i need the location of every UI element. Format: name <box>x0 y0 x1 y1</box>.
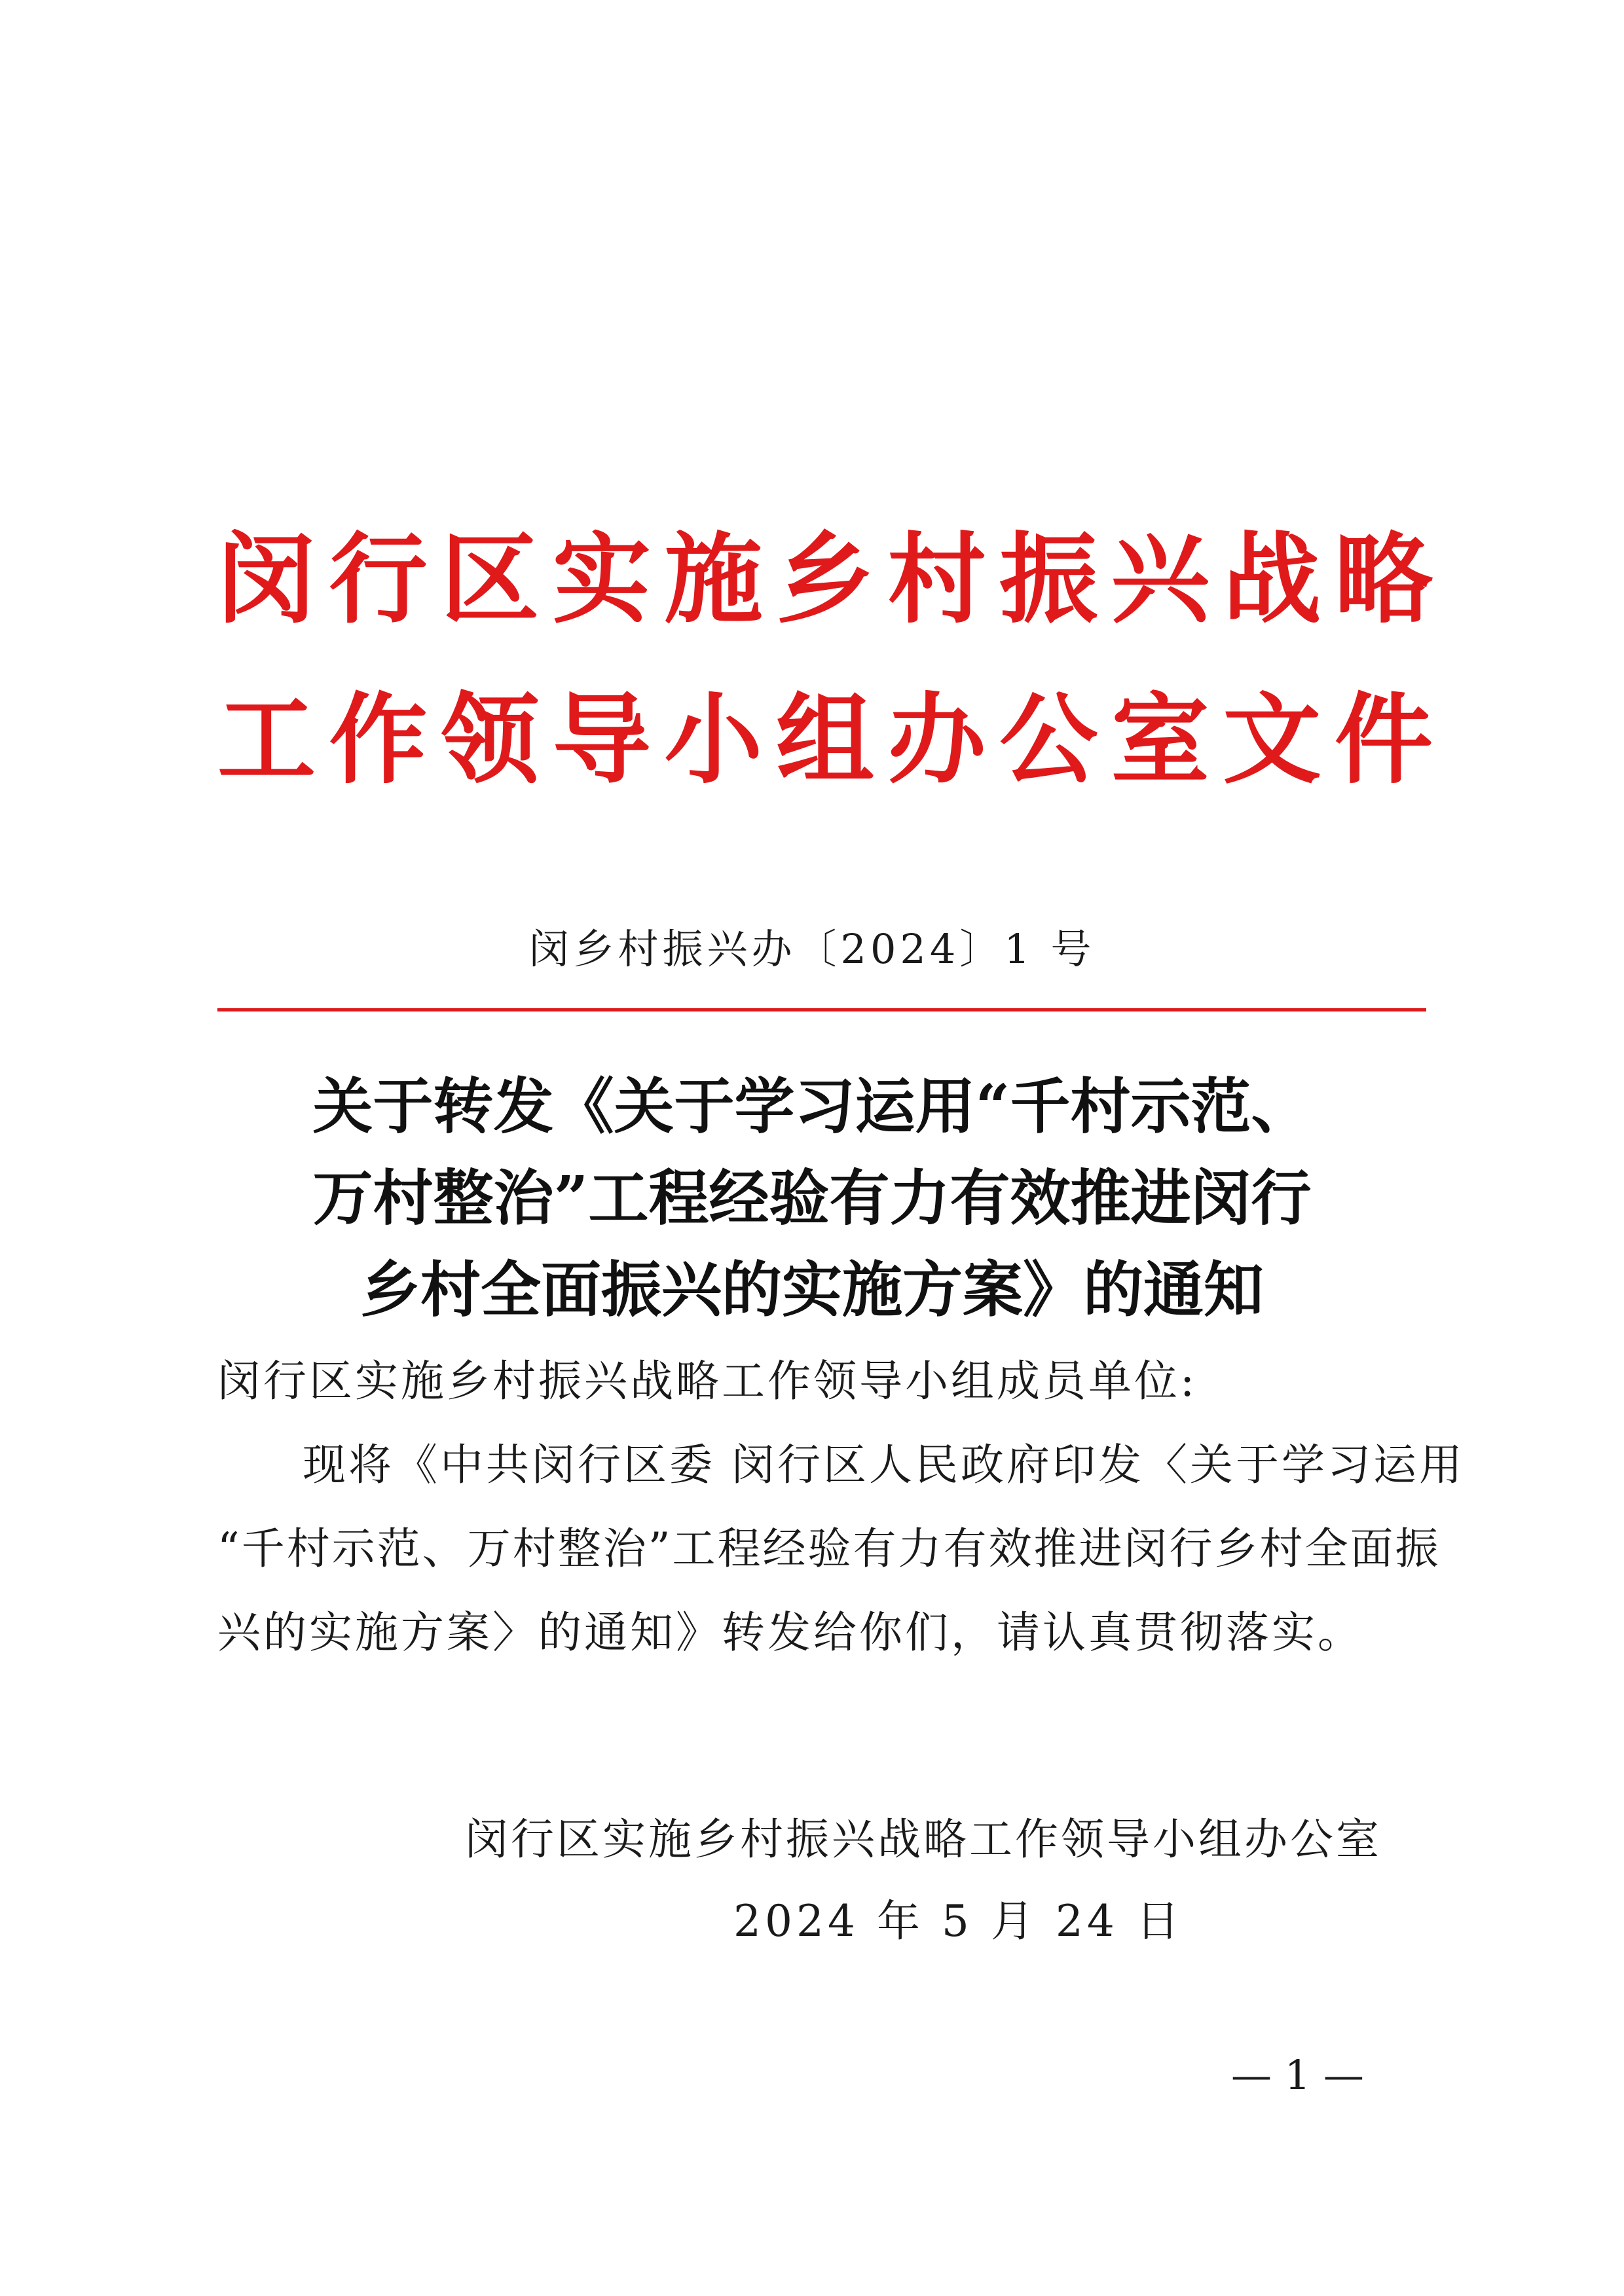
masthead-char: 战 <box>1223 522 1321 637</box>
signature-date: 2024 年 5 月 24 日 <box>733 1896 1183 1946</box>
masthead-char: 室 <box>1111 682 1209 797</box>
document-number: 闵乡村振兴办〔2024〕1 号 <box>528 925 1096 973</box>
masthead-line-1 <box>217 524 1433 635</box>
body-paragraph-line-2: “千村示范、万村整治”工程经验有力有效推进闵行乡村全面振 <box>217 1523 1441 1574</box>
masthead-char: 小 <box>664 682 763 797</box>
signature-organization: 闵行区实施乡村振兴战略工作领导小组办公室 <box>465 1814 1382 1865</box>
salutation: 闵行区实施乡村振兴战略工作领导小组成员单位: <box>217 1356 1198 1406</box>
masthead-char: 办 <box>887 682 986 797</box>
page-number: — 1 — <box>1231 2051 1364 2099</box>
red-separator-rule <box>217 1008 1426 1011</box>
masthead-char: 工 <box>217 682 316 797</box>
masthead-char: 村 <box>887 522 986 637</box>
document-title-line-1: 关于转发《关于学习运用“千村示范、 <box>312 1071 1312 1142</box>
masthead-char: 略 <box>1334 522 1433 637</box>
masthead-char: 文 <box>1223 682 1321 797</box>
masthead-char: 施 <box>664 522 763 637</box>
masthead-char: 区 <box>441 522 540 637</box>
masthead-char: 领 <box>441 682 540 797</box>
masthead-char: 行 <box>329 522 428 637</box>
masthead-char: 公 <box>999 682 1098 797</box>
masthead-char: 作 <box>329 682 428 797</box>
masthead-char: 闵 <box>217 522 316 637</box>
masthead-char: 振 <box>999 522 1098 637</box>
masthead-char: 组 <box>775 682 874 797</box>
masthead-char: 兴 <box>1111 522 1209 637</box>
document-title-line-3: 乡村全面振兴的实施方案》的通知 <box>360 1254 1264 1325</box>
masthead-char: 件 <box>1334 682 1433 797</box>
document-title-line-2: 万村整治”工程经验有力有效推进闵行 <box>312 1163 1312 1233</box>
masthead-char: 实 <box>552 522 651 637</box>
masthead-char: 乡 <box>775 522 874 637</box>
body-paragraph-line-1: 现将《中共闵行区委 闵行区人民政府印发〈关于学习运用 <box>303 1440 1465 1490</box>
masthead-line-2 <box>217 684 1433 795</box>
masthead-char: 导 <box>552 682 651 797</box>
body-paragraph-line-3: 兴的实施方案〉的通知》转发给你们，请认真贯彻落实。 <box>217 1607 1363 1658</box>
